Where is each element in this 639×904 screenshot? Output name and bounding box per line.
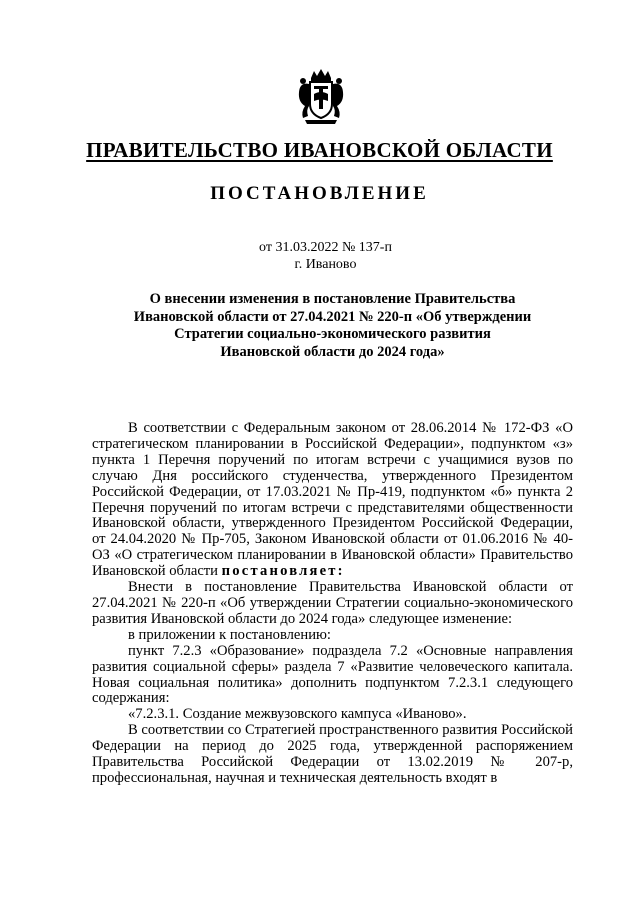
paragraph: «7.2.3.1. Создание межвузовского кампуса «Иваново».	[128, 706, 467, 723]
date-number: от 31.03.2022 № 137-п	[259, 240, 392, 255]
coat-of-arms-icon	[297, 68, 345, 126]
document-body	[92, 421, 573, 787]
paragraph-preamble: В соответствии с Федеральным законом от 28.06.2014 № 172-ФЗ «О стратегическом планировании в Российской Федерации», подпунктом «з» пункта 1 Перечня поручений по итогам встречи с учащимися вузов по случаю Дня российского студенчества, утвержденного Президентом Российской Федерации, от 17.03.2021 № Пр-419, подпунктом «б» пункта 2 Перечня поручений по итогам встречи с представителями общественности Ивановской области, утвержденного Президентом Российской Федерации, от 24.04.2020 № Пр-705, Законом Ивановской области от 01.06.2016 № 40-ОЗ «О стратегическом планировании в Ивановской области» Правительство Ивановской области постановляет:	[92, 420, 573, 580]
organization-name: ПРАВИТЕЛЬСТВО ИВАНОВСКОЙ ОБЛАСТИ	[86, 138, 553, 162]
document-title: О внесении изменения в постановление Правительства Ивановской области от 27.04.2021 № 220-п «Об утверждении Стратегии социально-экономического развития Ивановской области до 2024 года»	[133, 291, 532, 360]
paragraph: В соответствии со Стратегией пространственного развития Российской Федерации на период до 2025 года, утвержденной распоряжением Правительства Российской Федерации от 13.02.2019 № 207-р, профессиональная, научная и техническая деятельность входят в	[92, 722, 573, 786]
paragraph: пункт 7.2.3 «Образование» подраздела 7.2 «Основные направления развития социальной сферы» раздела 7 «Развитие человеческого капитала. Новая социальная политика» дополнить подпунктом 7.2.3.1 следующего содержания:	[92, 642, 573, 707]
paragraph: в приложении к постановлению:	[128, 626, 331, 643]
city: г. Иваново	[294, 257, 357, 272]
paragraph: Внести в постановление Правительства Ивановской области от 27.04.2021 № 220-п «Об утверждении Стратегии социально-экономического развития Ивановской области до 2024 года» следующее изменение:	[92, 579, 573, 627]
document-meta	[0, 239, 639, 273]
document-type: ПОСТАНОВЛЕНИЕ	[210, 183, 429, 204]
decree-word: постановляет:	[221, 563, 345, 580]
